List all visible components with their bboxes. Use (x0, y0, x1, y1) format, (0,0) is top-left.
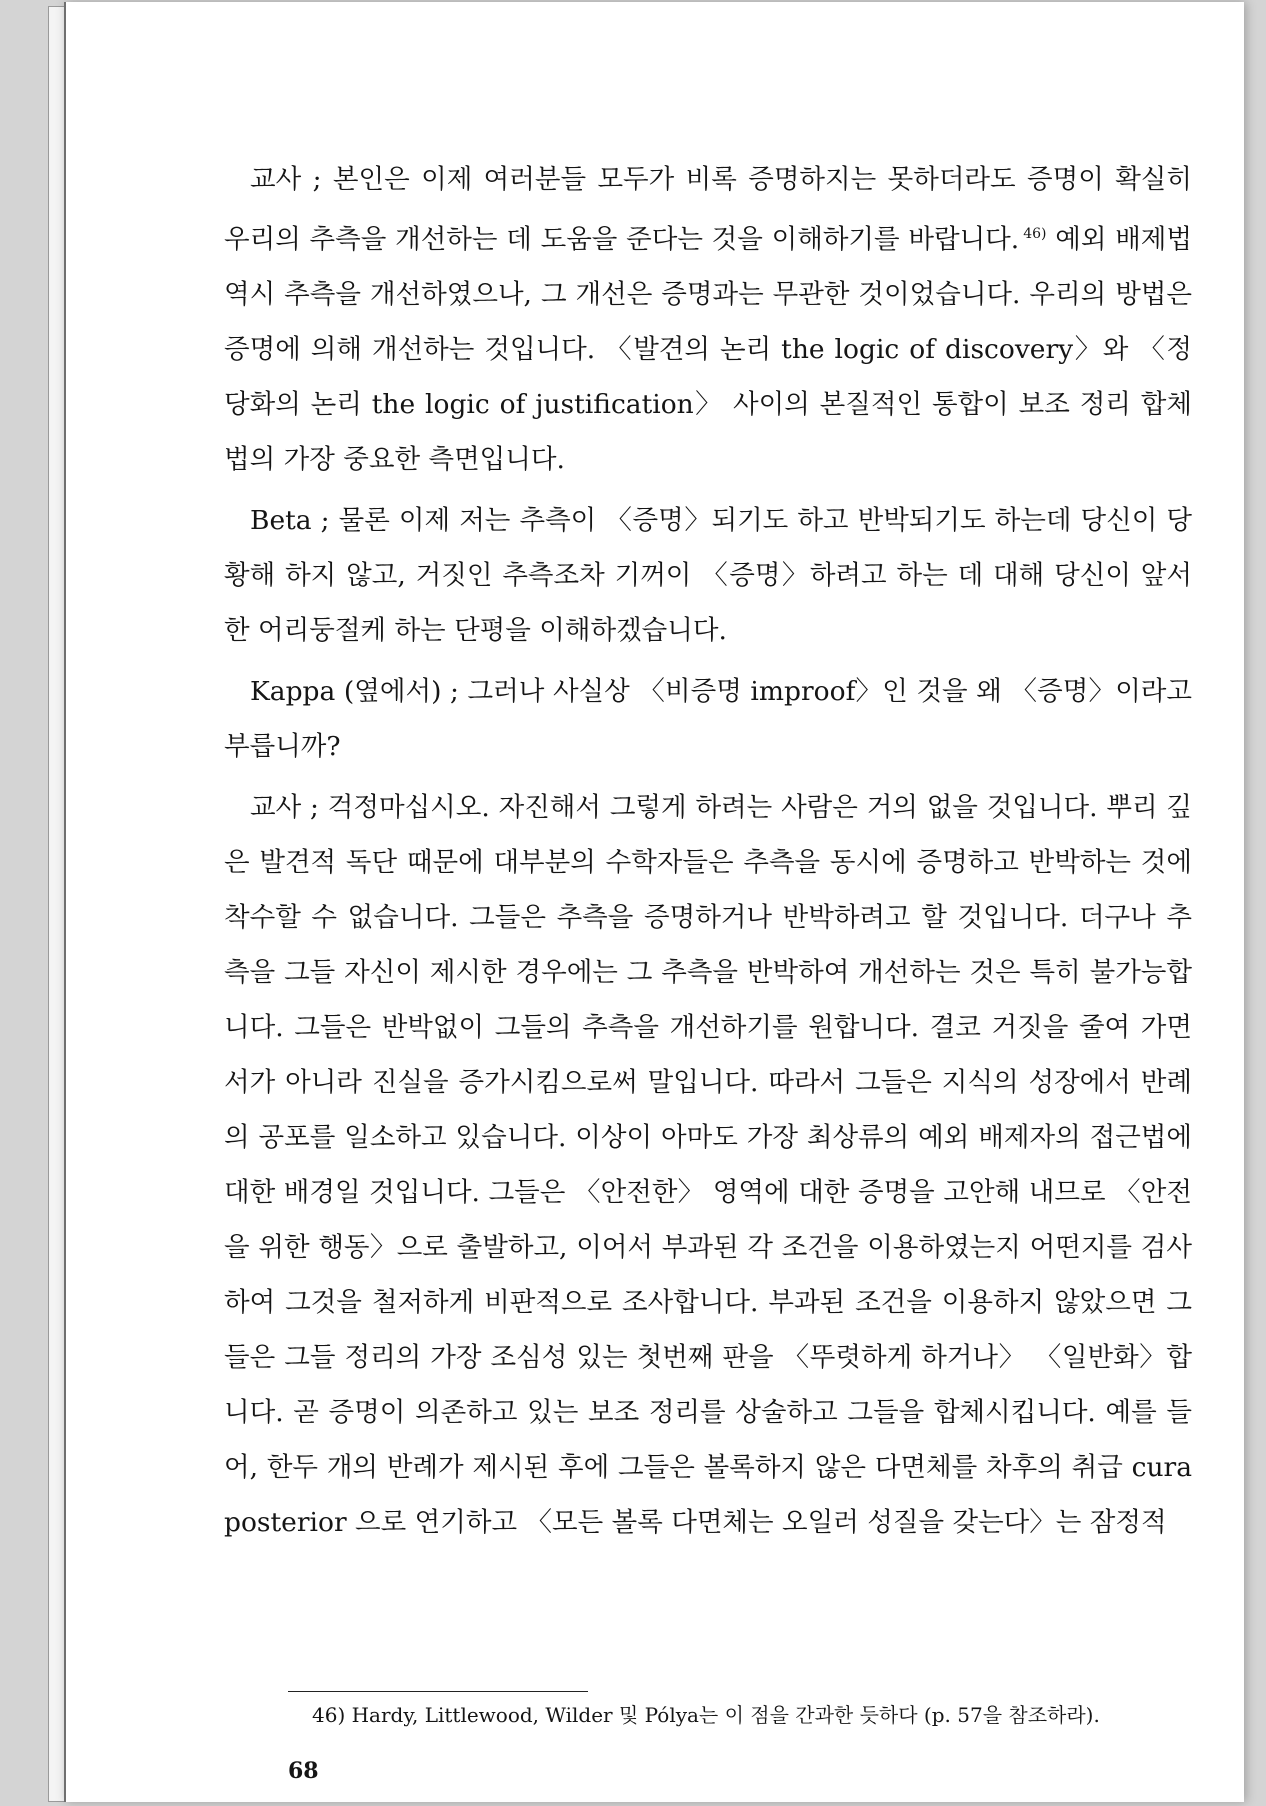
paragraph-kappa: Kappa (옆에서) ; 그러나 사실상 〈비증명 improof〉인 것을 왜 〈증명〉이라고 부릅니까? (224, 675, 1192, 762)
paragraph-teacher-1 (224, 152, 1192, 487)
footnote-ref: 46) (1023, 226, 1047, 242)
body-text (224, 152, 1192, 1556)
paragraph-text-continued: 예외 배제법 역시 추측을 개선하였으나, 그 개선은 증명과는 무관한 것이었습니다. 우리의 방법은 증명에 의해 개선하는 것입니다. 〈발견의 논리 the logic of discovery〉와 〈정당화의 논리 the logic of justification〉 사이의 본질적인 통합이 보조 정리 합체법의 가장 중요한 측면입니다. (224, 223, 1192, 475)
book-page (64, 2, 1244, 1802)
paragraph-teacher-2: 교사 ; 걱정마십시오. 자진해서 그렇게 하려는 사람은 거의 없을 것입니다. 뿌리 깊은 발견적 독단 때문에 대부분의 수학자들은 추측을 동시에 증명하고 반박하는 것에 착수할 수 없습니다. 그들은 추측을 증명하거나 반박하려고 할 것입니다. 더구나 추측을 그들 자신이 제시한 경우에는 그 추측을 반박하여 개선하는 것은 특히 불가능합니다. 그들은 반박없이 그들의 추측을 개선하기를 원합니다. 결코 거짓을 줄여 가면서가 아니라 진실을 증가시킴으로써 말입니다. 따라서 그들은 지식의 성장에서 반례의 공포를 일소하고 있습니다. 이상이 아마도 가장 최상류의 예외 배제자의 접근법에 대한 배경일 것입니다. 그들은 〈안전한〉 영역에 대한 증명을 고안해 내므로 〈안전을 위한 행동〉으로 출발하고, 이어서 부과된 각 조건을 이용하였는지 어떤지를 검사하여 그것을 철저하게 비판적으로 조사합니다. 부과된 조건을 이용하지 않았으면 그들은 그들 정리의 가장 조심성 있는 첫번째 판을 〈뚜렷하게 하거나〉 〈일반화〉합니다. 곧 증명이 의존하고 있는 보조 정리를 상술하고 그들을 합체시킵니다. 예를 들어, 한두 개의 반례가 제시된 후에 그들은 볼록하지 않은 다면체를 차후의 취급 cura posterior 으로 연기하고 〈모든 볼록 다면체는 오일러 성질을 갖는다〉는 잠정적 (224, 791, 1192, 1538)
footnote-rule (288, 1691, 588, 1692)
paragraph-text: 교사 ; 본인은 이제 여러분들 모두가 비록 증명하지는 못하더라도 증명이 확실히 우리의 추측을 개선하는 데 도움을 준다는 것을 이해하기를 바랍니다. (224, 164, 1192, 255)
paragraph-beta: Beta ; 물론 이제 저는 추측이 〈증명〉되기도 하고 반박되기도 하는데 당신이 당황해 하지 않고, 거짓인 추측조차 기꺼이 〈증명〉하려고 하는 데 대해 당신이 앞서 한 어리둥절케 하는 단평을 이해하겠습니다. (224, 504, 1192, 646)
footnote: 46) Hardy, Littlewood, Wilder 및 Pólya는 이 점을 간과한 듯하다 (p. 57을 참조하라). (312, 1703, 1100, 1727)
page-number: 68 (288, 1758, 319, 1784)
